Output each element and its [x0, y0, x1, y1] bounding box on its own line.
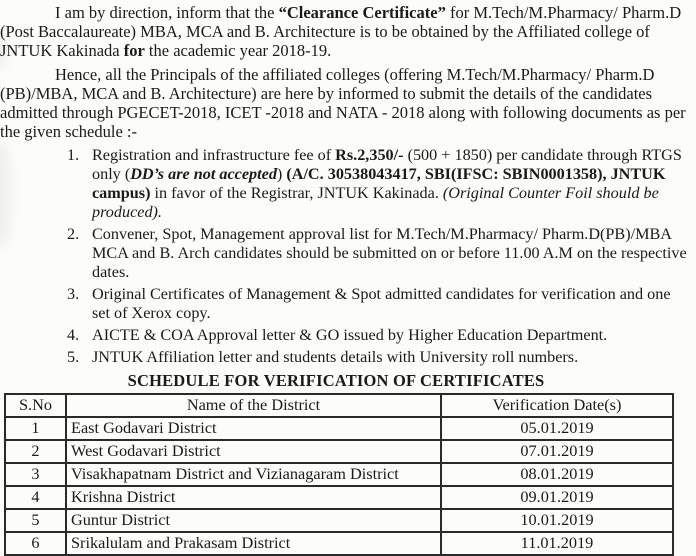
- paragraph: [0, 3, 696, 60]
- header-cell-date: Verification Date(s): [441, 394, 673, 417]
- table-row: [5, 509, 673, 532]
- text-run: ): [276, 165, 287, 183]
- table-cell-sno: 2: [5, 440, 66, 463]
- list-item-number: 1.: [67, 146, 80, 164]
- text-run: I am by direction, inform that the: [55, 3, 279, 22]
- table-cell-district: Krishna District: [66, 486, 441, 509]
- text-run: “Clearance Certificate”: [278, 3, 446, 22]
- list-item: [67, 326, 692, 345]
- text-run: in favor of the Registrar, JNTUK Kakinada.: [150, 184, 443, 202]
- list-item-text: [92, 285, 671, 322]
- table-cell-date: 09.01.2019: [441, 486, 673, 509]
- text-run: AICTE & COA Approval letter & GO issued by Higher Education Department.: [92, 326, 608, 344]
- text-run: for: [123, 41, 145, 60]
- list-item-number: 3.: [67, 285, 80, 303]
- text-run: (Original Counter Foil should be produced).: [92, 184, 659, 221]
- document-list: [0, 146, 696, 367]
- table-cell-date: 10.01.2019: [441, 509, 673, 532]
- text-run: Registration and infrastructure fee of: [92, 146, 336, 164]
- list-item-text: [92, 326, 607, 344]
- text-run: (500 + 1850) per candidate through RTGS only (: [92, 146, 682, 183]
- list-item-text: [92, 146, 682, 221]
- list-item: [67, 146, 692, 222]
- table-cell-date: 05.01.2019: [441, 417, 673, 440]
- table-title: SCHEDULE FOR VERIFICATION OF CERTIFICATES: [127, 371, 545, 390]
- table-row: [5, 440, 673, 463]
- text-run: DD’s are not accepted: [130, 165, 277, 183]
- list-item-number: 5.: [67, 348, 80, 366]
- table-cell-sno: 1: [5, 417, 66, 440]
- table-cell-sno: 6: [5, 532, 66, 555]
- list-item: [67, 285, 692, 323]
- table-cell-district: West Godavari District: [66, 440, 441, 463]
- table-cell-sno: 4: [5, 486, 66, 509]
- table-cell-sno: 3: [5, 463, 66, 486]
- list-item: [67, 225, 692, 282]
- table-cell-date: 11.01.2019: [441, 532, 673, 555]
- table-row: [5, 532, 673, 555]
- table-cell-sno: 5: [5, 509, 66, 532]
- text-run: Original Certificates of Management & Spot admitted candidates for verification and one set of Xerox copy.: [92, 285, 671, 322]
- table-cell-district: Srikalulam and Prakasam District: [66, 532, 441, 555]
- table-cell-district: Guntur District: [66, 509, 441, 532]
- list-item-number: 4.: [67, 326, 80, 344]
- text-run: for M.Tech/M.Pharmacy/ Pharm.D (Post Baccalaureate) MBA, MCA and B. Architecture is to be obtained by the Affiliated college of JNTUK Kakinada: [0, 3, 682, 60]
- table-cell-district: East Godavari District: [66, 417, 441, 440]
- table-cell-date: 08.01.2019: [441, 463, 673, 486]
- text-run: Hence, all the Principals of the affiliated colleges (offering M.Tech/M.Pharmacy/ Pharm.D (PB)/MBA, MCA and B. Architecture) are here by informed to submit the details of the candidates admitted through PGECET-2018, ICET -2018 and NATA - 2018 along with following documents as per the given schedule :-: [0, 65, 686, 141]
- table-cell-date: 07.01.2019: [441, 440, 673, 463]
- list-item-number: 2.: [67, 225, 80, 243]
- table-row: [5, 463, 673, 486]
- text-run: JNTUK Affiliation letter and students details with University roll numbers.: [92, 348, 579, 366]
- table-row: [5, 417, 673, 440]
- list-item-text: [92, 225, 687, 281]
- table-cell-district: Visakhapatnam District and Vizianagaram District: [66, 463, 441, 486]
- text-run: Convener, Spot, Management approval list for M.Tech/M.Pharmacy/ Pharm.D(PB)/MBA MCA and B. Arch candidates should be submitted on or before 11.00 A.M on the respective dates.: [92, 225, 687, 281]
- header-cell-district: Name of the District: [66, 394, 441, 417]
- paragraph: [0, 65, 696, 141]
- table-row: [5, 486, 673, 509]
- text-run: (A/C. 30538043417, SBI(IFSC: SBIN0001358), JNTUK campus): [92, 165, 666, 202]
- text-run: the academic year 2018-19.: [144, 41, 332, 60]
- list-item: [67, 348, 692, 367]
- schedule-table: [4, 393, 674, 556]
- table-header-row: [5, 394, 673, 417]
- list-item-text: [92, 348, 578, 366]
- text-run: Rs.2,350/-: [335, 146, 404, 164]
- header-cell-sno: S.No: [5, 394, 66, 417]
